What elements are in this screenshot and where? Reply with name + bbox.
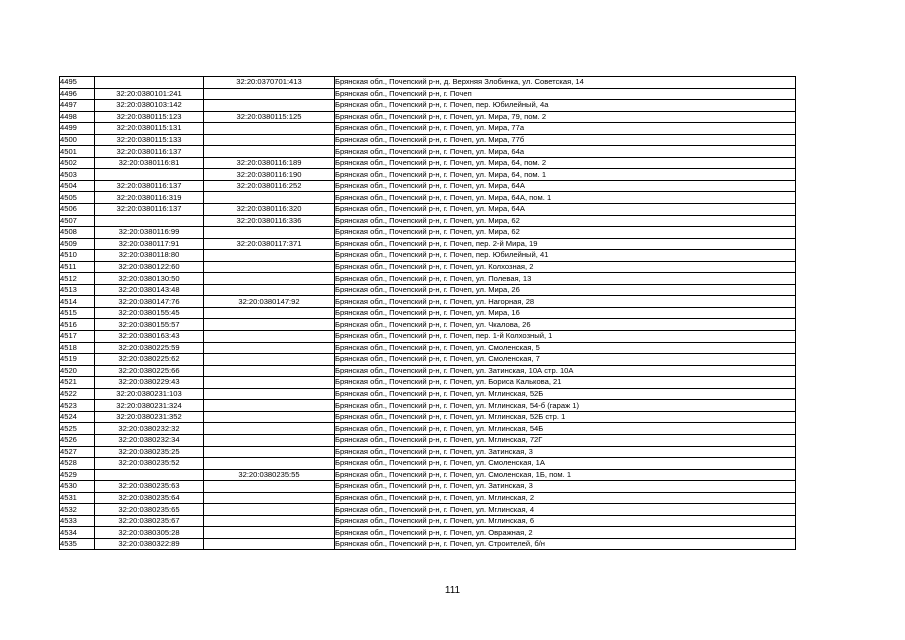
cadastral-number-cell: 32:20:0380232:32 — [95, 423, 204, 435]
table-row — [60, 434, 796, 446]
cadastral-number-cell: 32:20:0380116:81 — [95, 157, 204, 169]
table-row — [60, 469, 796, 481]
table-row — [60, 238, 796, 250]
address-cell: Брянская обл., Почепский р-н, г. Почеп, пер. Юбилейный, 4а — [335, 100, 796, 112]
address-cell: Брянская обл., Почепский р-н, г. Почеп, ул. Мира, 64а — [335, 146, 796, 158]
building-cadastral-number-cell — [204, 250, 335, 262]
row-number-cell: 4515 — [60, 307, 95, 319]
table-row — [60, 423, 796, 435]
address-cell: Брянская обл., Почепский р-н, г. Почеп, ул. Смоленская, 1Б, пом. 1 — [335, 469, 796, 481]
table-row — [60, 250, 796, 262]
table-row — [60, 111, 796, 123]
table-row — [60, 134, 796, 146]
address-cell: Брянская обл., Почепский р-н, г. Почеп, ул. Мглинская, 2 — [335, 492, 796, 504]
address-cell: Брянская обл., Почепский р-н, г. Почеп, ул. Мира, 64, пом. 2 — [335, 157, 796, 169]
building-cadastral-number-cell — [204, 88, 335, 100]
row-number-cell: 4509 — [60, 238, 95, 250]
table-row — [60, 284, 796, 296]
address-cell: Брянская обл., Почепский р-н, г. Почеп, ул. Затинская, 3 — [335, 481, 796, 493]
address-cell: Брянская обл., Почепский р-н, г. Почеп, ул. Мира, 77б — [335, 134, 796, 146]
cadastral-number-cell: 32:20:0380235:52 — [95, 458, 204, 470]
building-cadastral-number-cell: 32:20:0380117:371 — [204, 238, 335, 250]
cadastral-number-cell: 32:20:0380116:319 — [95, 192, 204, 204]
table-row — [60, 331, 796, 343]
row-number-cell: 4534 — [60, 527, 95, 539]
row-number-cell: 4507 — [60, 215, 95, 227]
address-cell: Брянская обл., Почепский р-н, г. Почеп, ул. Мира, 79, пом. 2 — [335, 111, 796, 123]
row-number-cell: 4501 — [60, 146, 95, 158]
row-number-cell: 4521 — [60, 377, 95, 389]
building-cadastral-number-cell — [204, 388, 335, 400]
cadastral-number-cell: 32:20:0380229:43 — [95, 377, 204, 389]
row-number-cell: 4505 — [60, 192, 95, 204]
row-number-cell: 4522 — [60, 388, 95, 400]
cadastral-number-cell: 32:20:0380115:123 — [95, 111, 204, 123]
building-cadastral-number-cell — [204, 538, 335, 550]
building-cadastral-number-cell — [204, 319, 335, 331]
address-cell: Брянская обл., Почепский р-н, г. Почеп, пер. 1-й Колхозный, 1 — [335, 331, 796, 343]
row-number-cell: 4508 — [60, 227, 95, 239]
row-number-cell: 4506 — [60, 204, 95, 216]
row-number-cell: 4526 — [60, 434, 95, 446]
building-cadastral-number-cell — [204, 527, 335, 539]
address-cell: Брянская обл., Почепский р-н, г. Почеп, ул. Смоленская, 5 — [335, 342, 796, 354]
address-cell: Брянская обл., Почепский р-н, г. Почеп, пер. 2-й Мира, 19 — [335, 238, 796, 250]
row-number-cell: 4500 — [60, 134, 95, 146]
building-cadastral-number-cell — [204, 458, 335, 470]
address-cell: Брянская обл., Почепский р-н, г. Почеп, ул. Мглинская, 72Г — [335, 434, 796, 446]
cadastral-number-cell: 32:20:0380235:64 — [95, 492, 204, 504]
table-row — [60, 504, 796, 516]
cadastral-number-cell — [95, 469, 204, 481]
row-number-cell: 4529 — [60, 469, 95, 481]
building-cadastral-number-cell — [204, 227, 335, 239]
row-number-cell: 4497 — [60, 100, 95, 112]
building-cadastral-number-cell: 32:20:0380116:320 — [204, 204, 335, 216]
cadastral-number-cell: 32:20:0380115:133 — [95, 134, 204, 146]
cadastral-number-cell — [95, 169, 204, 181]
row-number-cell: 4531 — [60, 492, 95, 504]
address-cell: Брянская обл., Почепский р-н, г. Почеп, ул. Смоленская, 1А — [335, 458, 796, 470]
table-row — [60, 527, 796, 539]
building-cadastral-number-cell — [204, 377, 335, 389]
row-number-cell: 4530 — [60, 481, 95, 493]
cadastral-number-cell: 32:20:0380116:137 — [95, 204, 204, 216]
address-cell: Брянская обл., Почепский р-н, г. Почеп, ул. Мира, 62 — [335, 215, 796, 227]
cadastral-number-cell: 32:20:0380163:43 — [95, 331, 204, 343]
building-cadastral-number-cell — [204, 492, 335, 504]
cadastral-number-cell: 32:20:0380155:57 — [95, 319, 204, 331]
address-cell: Брянская обл., Почепский р-н, г. Почеп, ул. Нагорная, 28 — [335, 296, 796, 308]
cadastral-number-cell: 32:20:0380231:352 — [95, 411, 204, 423]
table-row — [60, 296, 796, 308]
cadastral-number-cell: 32:20:0380147:76 — [95, 296, 204, 308]
table-row — [60, 354, 796, 366]
row-number-cell: 4532 — [60, 504, 95, 516]
building-cadastral-number-cell: 32:20:0380116:190 — [204, 169, 335, 181]
cadastral-number-cell: 32:20:0380235:65 — [95, 504, 204, 516]
table-row — [60, 538, 796, 550]
row-number-cell: 4520 — [60, 365, 95, 377]
address-cell: Брянская обл., Почепский р-н, г. Почеп, ул. Мира, 64А, пом. 1 — [335, 192, 796, 204]
table-row — [60, 169, 796, 181]
cadastral-number-cell: 32:20:0380116:99 — [95, 227, 204, 239]
building-cadastral-number-cell — [204, 100, 335, 112]
building-cadastral-number-cell — [204, 365, 335, 377]
building-cadastral-number-cell — [204, 123, 335, 135]
building-cadastral-number-cell — [204, 423, 335, 435]
table-row — [60, 215, 796, 227]
building-cadastral-number-cell: 32:20:0380235:55 — [204, 469, 335, 481]
table-row — [60, 192, 796, 204]
address-cell: Брянская обл., Почепский р-н, г. Почеп, ул. Овражная, 2 — [335, 527, 796, 539]
building-cadastral-number-cell — [204, 515, 335, 527]
table-row — [60, 365, 796, 377]
address-cell: Брянская обл., Почепский р-н, г. Почеп, ул. Мира, 26 — [335, 284, 796, 296]
row-number-cell: 4518 — [60, 342, 95, 354]
cadastral-number-cell: 32:20:0380115:131 — [95, 123, 204, 135]
row-number-cell: 4528 — [60, 458, 95, 470]
table-row — [60, 157, 796, 169]
table-row — [60, 123, 796, 135]
address-cell: Брянская обл., Почепский р-н, г. Почеп, ул. Мира, 64, пом. 1 — [335, 169, 796, 181]
row-number-cell: 4511 — [60, 261, 95, 273]
table-row — [60, 446, 796, 458]
table-row — [60, 388, 796, 400]
row-number-cell: 4502 — [60, 157, 95, 169]
address-cell: Брянская обл., Почепский р-н, г. Почеп, ул. Полевая, 13 — [335, 273, 796, 285]
table-row — [60, 411, 796, 423]
row-number-cell: 4524 — [60, 411, 95, 423]
address-cell: Брянская обл., Почепский р-н, г. Почеп, ул. Мглинская, 4 — [335, 504, 796, 516]
row-number-cell: 4533 — [60, 515, 95, 527]
address-cell: Брянская обл., Почепский р-н, г. Почеп, ул. Мира, 16 — [335, 307, 796, 319]
cadastral-number-cell: 32:20:0380130:50 — [95, 273, 204, 285]
table-row — [60, 342, 796, 354]
row-number-cell: 4510 — [60, 250, 95, 262]
address-cell: Брянская обл., Почепский р-н, г. Почеп, ул. Затинская, 10А стр. 10А — [335, 365, 796, 377]
cadastral-number-cell: 32:20:0380225:66 — [95, 365, 204, 377]
table-row — [60, 88, 796, 100]
row-number-cell: 4523 — [60, 400, 95, 412]
cadastral-number-cell: 32:20:0380235:25 — [95, 446, 204, 458]
row-number-cell: 4525 — [60, 423, 95, 435]
table-row — [60, 146, 796, 158]
table-row — [60, 261, 796, 273]
cadastral-number-cell: 32:20:0380231:103 — [95, 388, 204, 400]
address-cell: Брянская обл., Почепский р-н, д. Верхняя Злобинка, ул. Советская, 14 — [335, 77, 796, 89]
address-cell: Брянская обл., Почепский р-н, г. Почеп, ул. Мира, 64А — [335, 204, 796, 216]
cadastral-number-cell: 32:20:0380101:241 — [95, 88, 204, 100]
table-row — [60, 515, 796, 527]
building-cadastral-number-cell — [204, 400, 335, 412]
table-row — [60, 458, 796, 470]
building-cadastral-number-cell — [204, 434, 335, 446]
address-cell: Брянская обл., Почепский р-н, г. Почеп, ул. Затинская, 3 — [335, 446, 796, 458]
row-number-cell: 4517 — [60, 331, 95, 343]
building-cadastral-number-cell — [204, 192, 335, 204]
building-cadastral-number-cell: 32:20:0380116:189 — [204, 157, 335, 169]
building-cadastral-number-cell — [204, 273, 335, 285]
table-row — [60, 319, 796, 331]
table-row — [60, 492, 796, 504]
building-cadastral-number-cell — [204, 307, 335, 319]
cadastral-number-cell: 32:20:0380155:45 — [95, 307, 204, 319]
cadastral-number-cell: 32:20:0380225:59 — [95, 342, 204, 354]
row-number-cell: 4496 — [60, 88, 95, 100]
table-row — [60, 180, 796, 192]
row-number-cell: 4516 — [60, 319, 95, 331]
cadastral-number-cell: 32:20:0380322:89 — [95, 538, 204, 550]
building-cadastral-number-cell: 32:20:0370701:413 — [204, 77, 335, 89]
cadastral-number-cell: 32:20:0380103:142 — [95, 100, 204, 112]
building-cadastral-number-cell — [204, 411, 335, 423]
cadastral-number-cell: 32:20:0380225:62 — [95, 354, 204, 366]
table-row — [60, 227, 796, 239]
building-cadastral-number-cell — [204, 504, 335, 516]
page-number: 111 — [444, 585, 461, 596]
cadastral-number-cell: 32:20:0380235:67 — [95, 515, 204, 527]
building-cadastral-number-cell — [204, 354, 335, 366]
building-cadastral-number-cell — [204, 481, 335, 493]
row-number-cell: 4503 — [60, 169, 95, 181]
building-cadastral-number-cell — [204, 446, 335, 458]
address-cell: Брянская обл., Почепский р-н, г. Почеп, ул. Строителей, б/н — [335, 538, 796, 550]
row-number-cell: 4513 — [60, 284, 95, 296]
row-number-cell: 4514 — [60, 296, 95, 308]
building-cadastral-number-cell — [204, 261, 335, 273]
address-cell: Брянская обл., Почепский р-н, г. Почеп, ул. Смоленская, 7 — [335, 354, 796, 366]
cadastral-number-cell: 32:20:0380122:60 — [95, 261, 204, 273]
building-cadastral-number-cell — [204, 331, 335, 343]
table-row — [60, 100, 796, 112]
cadastral-number-cell: 32:20:0380235:63 — [95, 481, 204, 493]
address-cell: Брянская обл., Почепский р-н, г. Почеп, ул. Бориса Калькова, 21 — [335, 377, 796, 389]
row-number-cell: 4519 — [60, 354, 95, 366]
cadastral-number-cell: 32:20:0380118:80 — [95, 250, 204, 262]
building-cadastral-number-cell: 32:20:0380116:336 — [204, 215, 335, 227]
cadastral-number-cell: 32:20:0380232:34 — [95, 434, 204, 446]
table-row — [60, 481, 796, 493]
building-cadastral-number-cell: 32:20:0380147:92 — [204, 296, 335, 308]
registry-table-body — [60, 77, 796, 550]
address-cell: Брянская обл., Почепский р-н, г. Почеп, ул. Мглинская, 52Б стр. 1 — [335, 411, 796, 423]
row-number-cell: 4499 — [60, 123, 95, 135]
building-cadastral-number-cell — [204, 134, 335, 146]
building-cadastral-number-cell — [204, 284, 335, 296]
cadastral-number-cell: 32:20:0380231:324 — [95, 400, 204, 412]
address-cell: Брянская обл., Почепский р-н, г. Почеп, ул. Мира, 64А — [335, 180, 796, 192]
table-row — [60, 204, 796, 216]
table-row — [60, 377, 796, 389]
address-cell: Брянская обл., Почепский р-н, г. Почеп, ул. Мглинская, 52Б — [335, 388, 796, 400]
row-number-cell: 4504 — [60, 180, 95, 192]
table-row — [60, 307, 796, 319]
address-cell: Брянская обл., Почепский р-н, г. Почеп, ул. Мира, 77а — [335, 123, 796, 135]
row-number-cell: 4495 — [60, 77, 95, 89]
building-cadastral-number-cell: 32:20:0380116:252 — [204, 180, 335, 192]
address-cell: Брянская обл., Почепский р-н, г. Почеп, ул. Мглинская, 54Б — [335, 423, 796, 435]
cadastral-number-cell: 32:20:0380116:137 — [95, 180, 204, 192]
table-row — [60, 400, 796, 412]
row-number-cell: 4498 — [60, 111, 95, 123]
row-number-cell: 4512 — [60, 273, 95, 285]
building-cadastral-number-cell: 32:20:0380115:125 — [204, 111, 335, 123]
address-cell: Брянская обл., Почепский р-н, г. Почеп, ул. Мглинская, 54-б (гараж 1) — [335, 400, 796, 412]
cadastral-number-cell — [95, 77, 204, 89]
cadastral-number-cell: 32:20:0380305:28 — [95, 527, 204, 539]
row-number-cell: 4535 — [60, 538, 95, 550]
address-cell: Брянская обл., Почепский р-н, г. Почеп, ул. Мглинская, 6 — [335, 515, 796, 527]
table-row — [60, 77, 796, 89]
cadastral-number-cell: 32:20:0380116:137 — [95, 146, 204, 158]
cadastral-number-cell: 32:20:0380117:91 — [95, 238, 204, 250]
address-cell: Брянская обл., Почепский р-н, г. Почеп, ул. Колхозная, 2 — [335, 261, 796, 273]
address-cell: Брянская обл., Почепский р-н, г. Почеп, пер. Юбилейный, 41 — [335, 250, 796, 262]
address-cell: Брянская обл., Почепский р-н, г. Почеп, ул. Мира, 62 — [335, 227, 796, 239]
table-row — [60, 273, 796, 285]
registry-table — [59, 76, 796, 550]
cadastral-number-cell — [95, 215, 204, 227]
address-cell: Брянская обл., Почепский р-н, г. Почеп — [335, 88, 796, 100]
building-cadastral-number-cell — [204, 342, 335, 354]
building-cadastral-number-cell — [204, 146, 335, 158]
cadastral-number-cell: 32:20:0380143:48 — [95, 284, 204, 296]
row-number-cell: 4527 — [60, 446, 95, 458]
address-cell: Брянская обл., Почепский р-н, г. Почеп, ул. Чкалова, 26 — [335, 319, 796, 331]
